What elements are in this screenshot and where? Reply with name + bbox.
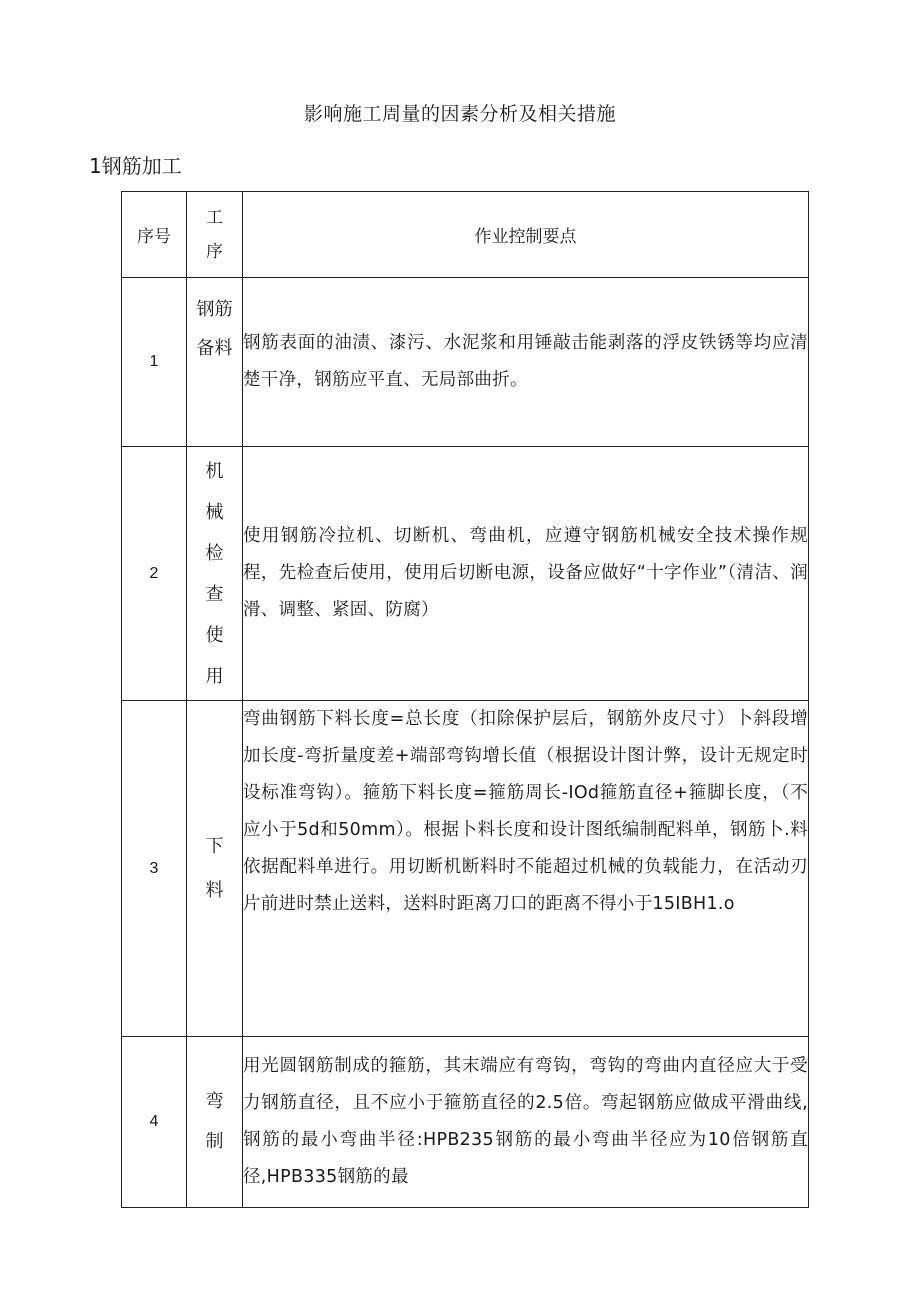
row-control-points: 用光圆钢筋制成的箍筋，其末端应有弯钩，弯钩的弯曲内直径应大于受力钢筋直径，且不应小于箍筋直径的2.5倍。弯起钢筋应做成平滑曲线,钢筋的最小弯曲半径:HPB235钢筋的最小弯曲半径应为10倍钢筋直径,HPB335钢筋的最 (243, 1037, 809, 1208)
row-process-char: 用 (205, 665, 224, 687)
row-number: 2 (122, 447, 187, 701)
table-row (122, 701, 809, 1037)
row-process-line: 钢筋 (196, 299, 233, 320)
section-heading: 1钢筋加工 (89, 154, 182, 178)
table-header-row (122, 192, 809, 278)
row-process (187, 1037, 243, 1208)
process-control-table (121, 191, 809, 1208)
table-row (122, 278, 809, 447)
header-control-points: 作业控制要点 (243, 192, 809, 278)
row-number: 3 (122, 701, 187, 1037)
header-process (187, 192, 243, 278)
row-number: 4 (122, 1037, 187, 1208)
row-process-char: 料 (205, 879, 224, 901)
header-process-char: 工 (206, 207, 223, 228)
row-process (187, 447, 243, 701)
table-row (122, 447, 809, 701)
row-number: 1 (122, 278, 187, 447)
header-process-char: 序 (206, 241, 223, 262)
row-control-points: 钢筋表面的油渍、漆污、水泥浆和用锤敲击能剥落的浮皮铁锈等均应清楚干净，钢筋应平直、无局部曲折。 (243, 278, 809, 447)
row-process-char: 检 (205, 542, 224, 564)
table-row (122, 1037, 809, 1208)
row-control-points: 使用钢筋冷拉机、切断机、弯曲机，应遵守钢筋机械安全技术操作规程，先检查后使用，使用后切断电源，设备应做好“十字作业”（清洁、润滑、调整、紧固、防腐） (243, 447, 809, 701)
row-process-line: 备料 (196, 338, 233, 359)
row-process-char: 弯 (205, 1091, 224, 1112)
row-process-char: 查 (205, 583, 224, 605)
row-process-char: 下 (205, 835, 224, 857)
row-process-char: 制 (205, 1131, 224, 1152)
header-number: 序号 (122, 192, 187, 278)
document-title: 影响施工周量的因素分析及相关措施 (303, 103, 616, 125)
row-process (187, 701, 243, 1037)
row-process-char: 械 (205, 501, 224, 523)
row-process-char: 使 (205, 624, 224, 646)
row-process-char: 机 (205, 460, 224, 482)
row-control-points: 弯曲钢筋下料长度=总长度（扣除保护层后，钢筋外皮尺寸）卜斜段增加长度-弯折量度差+端部弯钩增长值（根据设计图计弊，设计无规定时设标准弯钩）。箍筋下料长度=箍筋周长-IOd箍筋直径+箍脚长度，（不应小于5d和50mm）。根据卜料长度和设计图纸编制配料单，钢筋卜.料依据配料单进行。用切断机断料时不能超过机械的负载能力，在活动刃片前进时禁止送料，送料时距离刀口的距离不得小于15IBH1.o (243, 701, 809, 1037)
row-process (187, 278, 243, 447)
